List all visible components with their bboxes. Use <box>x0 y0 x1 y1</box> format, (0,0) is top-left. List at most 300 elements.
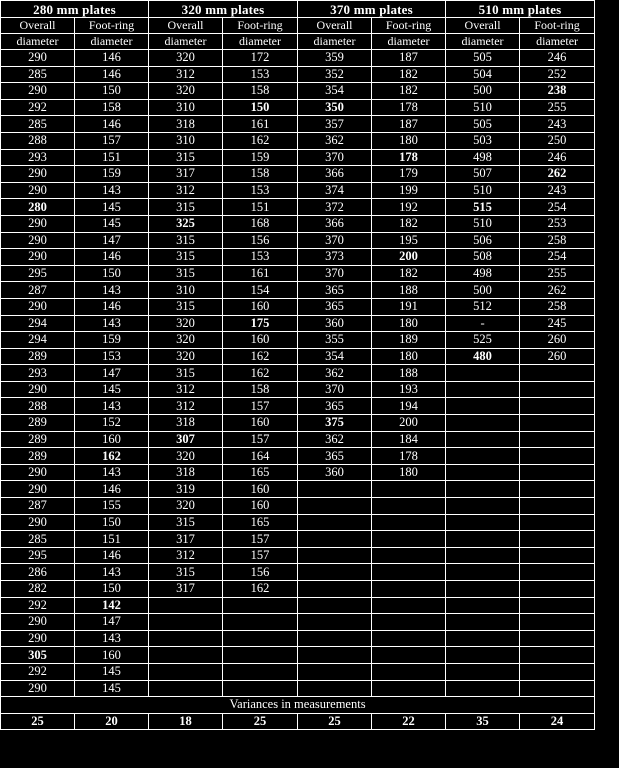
overall-diameter-cell: 280 <box>1 199 75 216</box>
foot-ring-diameter-cell <box>372 581 446 598</box>
overall-diameter-cell: 362 <box>298 431 372 448</box>
foot-ring-diameter-cell <box>520 647 595 664</box>
foot-ring-diameter-cell <box>520 680 595 697</box>
table-footer <box>1 697 595 730</box>
subheader-diameter: diameter <box>75 34 149 50</box>
foot-ring-diameter-cell: 260 <box>520 348 595 365</box>
foot-ring-diameter-cell: 160 <box>223 498 298 515</box>
overall-diameter-cell: 505 <box>446 116 520 133</box>
table-row <box>1 581 595 598</box>
foot-ring-diameter-cell: 246 <box>520 50 595 67</box>
overall-diameter-cell: 366 <box>298 166 372 183</box>
foot-ring-diameter-cell: 145 <box>75 680 149 697</box>
foot-ring-diameter-cell: 188 <box>372 365 446 382</box>
foot-ring-diameter-cell: 151 <box>75 531 149 548</box>
foot-ring-diameter-cell: 243 <box>520 116 595 133</box>
overall-diameter-cell: 354 <box>298 83 372 100</box>
foot-ring-diameter-cell: 172 <box>223 50 298 67</box>
overall-diameter-cell <box>298 481 372 498</box>
foot-ring-diameter-cell: 182 <box>372 215 446 232</box>
overall-diameter-cell: 290 <box>1 481 75 498</box>
foot-ring-diameter-cell: 262 <box>520 282 595 299</box>
overall-diameter-cell: 290 <box>1 166 75 183</box>
foot-ring-diameter-cell: 153 <box>75 348 149 365</box>
foot-ring-diameter-cell: 159 <box>75 332 149 349</box>
subheader-overall: Overall <box>446 18 520 34</box>
foot-ring-diameter-cell: 147 <box>75 614 149 631</box>
foot-ring-diameter-cell: 146 <box>75 66 149 83</box>
overall-diameter-cell: 290 <box>1 182 75 199</box>
overall-diameter-cell: 285 <box>1 66 75 83</box>
foot-ring-diameter-cell: 146 <box>75 481 149 498</box>
overall-diameter-cell: 307 <box>149 431 223 448</box>
subheader-overall: Overall <box>149 18 223 34</box>
overall-diameter-cell: 310 <box>149 132 223 149</box>
overall-diameter-cell: 290 <box>1 614 75 631</box>
foot-ring-diameter-cell: 145 <box>75 381 149 398</box>
foot-ring-diameter-cell: 156 <box>223 232 298 249</box>
overall-diameter-cell: 289 <box>1 431 75 448</box>
foot-ring-diameter-cell <box>372 680 446 697</box>
overall-diameter-cell <box>298 581 372 598</box>
table-row <box>1 265 595 282</box>
foot-ring-diameter-cell: 161 <box>223 265 298 282</box>
overall-diameter-cell <box>298 647 372 664</box>
overall-diameter-cell: 318 <box>149 415 223 432</box>
overall-diameter-cell: 325 <box>149 215 223 232</box>
foot-ring-diameter-cell: 168 <box>223 215 298 232</box>
foot-ring-diameter-cell: 160 <box>223 332 298 349</box>
variance-title-row <box>1 697 595 714</box>
table-row <box>1 50 595 67</box>
foot-ring-diameter-cell <box>372 547 446 564</box>
foot-ring-diameter-cell: 191 <box>372 298 446 315</box>
subheader-diameter: diameter <box>298 34 372 50</box>
foot-ring-diameter-cell <box>223 597 298 614</box>
overall-diameter-cell <box>446 547 520 564</box>
overall-diameter-cell: 370 <box>298 381 372 398</box>
overall-diameter-cell: 290 <box>1 464 75 481</box>
foot-ring-diameter-cell: 255 <box>520 99 595 116</box>
overall-diameter-cell: 315 <box>149 199 223 216</box>
overall-diameter-cell: 360 <box>298 315 372 332</box>
foot-ring-diameter-cell: 253 <box>520 215 595 232</box>
foot-ring-diameter-cell <box>520 381 595 398</box>
foot-ring-diameter-cell <box>520 514 595 531</box>
overall-diameter-cell: 362 <box>298 365 372 382</box>
foot-ring-diameter-cell <box>223 614 298 631</box>
overall-diameter-cell: 290 <box>1 83 75 100</box>
foot-ring-diameter-cell: 262 <box>520 166 595 183</box>
foot-ring-diameter-cell <box>223 647 298 664</box>
overall-diameter-cell: 293 <box>1 365 75 382</box>
foot-ring-diameter-cell: 254 <box>520 249 595 266</box>
overall-diameter-cell: 290 <box>1 630 75 647</box>
foot-ring-diameter-cell: 150 <box>223 99 298 116</box>
overall-diameter-cell <box>446 663 520 680</box>
overall-diameter-cell: 506 <box>446 232 520 249</box>
subheader-row-2 <box>1 34 595 50</box>
table-row <box>1 332 595 349</box>
overall-diameter-cell <box>298 498 372 515</box>
foot-ring-diameter-cell: 150 <box>75 265 149 282</box>
overall-diameter-cell <box>149 614 223 631</box>
overall-diameter-cell: 498 <box>446 265 520 282</box>
overall-diameter-cell: 370 <box>298 265 372 282</box>
foot-ring-diameter-cell: 157 <box>223 531 298 548</box>
overall-diameter-cell: 290 <box>1 50 75 67</box>
foot-ring-diameter-cell: 155 <box>75 498 149 515</box>
table-row <box>1 149 595 166</box>
overall-diameter-cell: 292 <box>1 99 75 116</box>
overall-diameter-cell <box>446 630 520 647</box>
table-row <box>1 132 595 149</box>
foot-ring-diameter-cell: 157 <box>223 431 298 448</box>
overall-diameter-cell <box>446 481 520 498</box>
overall-diameter-cell <box>446 647 520 664</box>
overall-diameter-cell <box>149 597 223 614</box>
foot-ring-diameter-cell: 143 <box>75 564 149 581</box>
overall-diameter-cell: 357 <box>298 116 372 133</box>
overall-diameter-cell: 315 <box>149 564 223 581</box>
subheader-overall: Overall <box>1 18 75 34</box>
overall-diameter-cell: 312 <box>149 66 223 83</box>
table-row <box>1 199 595 216</box>
variance-title: Variances in measurements <box>1 697 595 714</box>
subheader-diameter: diameter <box>520 34 595 50</box>
overall-diameter-cell: 295 <box>1 265 75 282</box>
overall-diameter-cell <box>149 663 223 680</box>
foot-ring-diameter-cell: 200 <box>372 249 446 266</box>
subheader-diameter: diameter <box>1 34 75 50</box>
subheader-diameter: diameter <box>446 34 520 50</box>
overall-diameter-cell: 285 <box>1 116 75 133</box>
overall-diameter-cell: 315 <box>149 298 223 315</box>
foot-ring-diameter-cell: 142 <box>75 597 149 614</box>
overall-diameter-cell: 370 <box>298 232 372 249</box>
overall-diameter-cell <box>149 630 223 647</box>
overall-diameter-cell: 318 <box>149 464 223 481</box>
foot-ring-diameter-cell: 194 <box>372 398 446 415</box>
foot-ring-diameter-cell: 162 <box>223 348 298 365</box>
foot-ring-diameter-cell: 158 <box>75 99 149 116</box>
table-header <box>1 1 595 50</box>
overall-diameter-cell: 317 <box>149 531 223 548</box>
foot-ring-diameter-cell: 150 <box>75 83 149 100</box>
foot-ring-diameter-cell <box>372 481 446 498</box>
overall-diameter-cell: 320 <box>149 498 223 515</box>
foot-ring-diameter-cell: 159 <box>223 149 298 166</box>
overall-diameter-cell: 294 <box>1 315 75 332</box>
overall-diameter-cell: 498 <box>446 149 520 166</box>
foot-ring-diameter-cell: 255 <box>520 265 595 282</box>
overall-diameter-cell <box>298 597 372 614</box>
overall-diameter-cell: 510 <box>446 99 520 116</box>
overall-diameter-cell <box>446 431 520 448</box>
foot-ring-diameter-cell: 157 <box>223 398 298 415</box>
foot-ring-diameter-cell: 182 <box>372 66 446 83</box>
overall-diameter-cell <box>298 514 372 531</box>
group-header-280: 280 mm plates <box>1 1 149 18</box>
group-header-510: 510 mm plates <box>446 1 595 18</box>
table-row <box>1 249 595 266</box>
overall-diameter-cell <box>298 663 372 680</box>
overall-diameter-cell: 289 <box>1 448 75 465</box>
overall-diameter-cell: 290 <box>1 215 75 232</box>
overall-diameter-cell: 315 <box>149 265 223 282</box>
foot-ring-diameter-cell: 157 <box>223 547 298 564</box>
variance-cell: 25 <box>298 713 372 730</box>
overall-diameter-cell: 373 <box>298 249 372 266</box>
overall-diameter-cell: 317 <box>149 581 223 598</box>
overall-diameter-cell: 317 <box>149 166 223 183</box>
foot-ring-diameter-cell: 158 <box>223 166 298 183</box>
overall-diameter-cell <box>446 415 520 432</box>
overall-diameter-cell: 515 <box>446 199 520 216</box>
foot-ring-diameter-cell: 153 <box>223 182 298 199</box>
overall-diameter-cell: 290 <box>1 232 75 249</box>
foot-ring-diameter-cell <box>372 647 446 664</box>
overall-diameter-cell <box>298 680 372 697</box>
table-row <box>1 464 595 481</box>
subheader-diameter: diameter <box>223 34 298 50</box>
foot-ring-diameter-cell: 179 <box>372 166 446 183</box>
variance-cell: 24 <box>520 713 595 730</box>
overall-diameter-cell: 480 <box>446 348 520 365</box>
foot-ring-diameter-cell: 180 <box>372 348 446 365</box>
foot-ring-diameter-cell: 182 <box>372 83 446 100</box>
overall-diameter-cell: 287 <box>1 282 75 299</box>
overall-diameter-cell: 290 <box>1 680 75 697</box>
foot-ring-diameter-cell: 158 <box>223 83 298 100</box>
subheader-row-1 <box>1 18 595 34</box>
overall-diameter-cell: 315 <box>149 249 223 266</box>
overall-diameter-cell: 365 <box>298 298 372 315</box>
overall-diameter-cell: 503 <box>446 132 520 149</box>
foot-ring-diameter-cell <box>520 415 595 432</box>
overall-diameter-cell: 312 <box>149 381 223 398</box>
table-row <box>1 663 595 680</box>
overall-diameter-cell: 315 <box>149 232 223 249</box>
overall-diameter-cell: 320 <box>149 348 223 365</box>
variance-cell: 25 <box>223 713 298 730</box>
foot-ring-diameter-cell <box>223 630 298 647</box>
overall-diameter-cell: 287 <box>1 498 75 515</box>
foot-ring-diameter-cell <box>520 398 595 415</box>
foot-ring-diameter-cell: 145 <box>75 663 149 680</box>
overall-diameter-cell: 312 <box>149 547 223 564</box>
table-row <box>1 215 595 232</box>
foot-ring-diameter-cell <box>372 630 446 647</box>
foot-ring-diameter-cell: 178 <box>372 149 446 166</box>
table-row <box>1 298 595 315</box>
table-row <box>1 415 595 432</box>
foot-ring-diameter-cell: 151 <box>223 199 298 216</box>
overall-diameter-cell <box>446 614 520 631</box>
overall-diameter-cell: 510 <box>446 182 520 199</box>
overall-diameter-cell <box>446 398 520 415</box>
subheader-overall: Overall <box>298 18 372 34</box>
foot-ring-diameter-cell: 158 <box>223 381 298 398</box>
foot-ring-diameter-cell: 188 <box>372 282 446 299</box>
overall-diameter-cell: 350 <box>298 99 372 116</box>
overall-diameter-cell <box>446 564 520 581</box>
foot-ring-diameter-cell: 160 <box>75 431 149 448</box>
foot-ring-diameter-cell: 145 <box>75 215 149 232</box>
table-row <box>1 166 595 183</box>
table-row <box>1 381 595 398</box>
foot-ring-diameter-cell: 161 <box>223 116 298 133</box>
foot-ring-diameter-cell: 160 <box>223 415 298 432</box>
table-row <box>1 680 595 697</box>
overall-diameter-cell: 286 <box>1 564 75 581</box>
table-row <box>1 398 595 415</box>
overall-diameter-cell: 305 <box>1 647 75 664</box>
foot-ring-diameter-cell: 258 <box>520 298 595 315</box>
subheader-foot-ring: Foot-ring <box>75 18 149 34</box>
table-row <box>1 564 595 581</box>
overall-diameter-cell <box>149 647 223 664</box>
table-row <box>1 99 595 116</box>
group-header-370: 370 mm plates <box>298 1 446 18</box>
foot-ring-diameter-cell <box>372 531 446 548</box>
overall-diameter-cell <box>446 531 520 548</box>
overall-diameter-cell: 370 <box>298 149 372 166</box>
foot-ring-diameter-cell: 150 <box>75 581 149 598</box>
table-row <box>1 630 595 647</box>
foot-ring-diameter-cell: 254 <box>520 199 595 216</box>
overall-diameter-cell <box>298 630 372 647</box>
foot-ring-diameter-cell: 187 <box>372 116 446 133</box>
table-row <box>1 498 595 515</box>
overall-diameter-cell: 354 <box>298 348 372 365</box>
foot-ring-diameter-cell: 146 <box>75 547 149 564</box>
table-row <box>1 647 595 664</box>
foot-ring-diameter-cell <box>520 597 595 614</box>
overall-diameter-cell: 365 <box>298 448 372 465</box>
table-row <box>1 531 595 548</box>
overall-diameter-cell: 282 <box>1 581 75 598</box>
foot-ring-diameter-cell: 156 <box>223 564 298 581</box>
foot-ring-diameter-cell: 165 <box>223 464 298 481</box>
overall-diameter-cell <box>446 365 520 382</box>
foot-ring-diameter-cell: 160 <box>223 481 298 498</box>
foot-ring-diameter-cell: 184 <box>372 431 446 448</box>
overall-diameter-cell: 366 <box>298 215 372 232</box>
overall-diameter-cell: 365 <box>298 398 372 415</box>
table-row <box>1 182 595 199</box>
foot-ring-diameter-cell <box>520 498 595 515</box>
foot-ring-diameter-cell: 260 <box>520 332 595 349</box>
foot-ring-diameter-cell <box>520 581 595 598</box>
group-header-320: 320 mm plates <box>149 1 298 18</box>
foot-ring-diameter-cell: 146 <box>75 298 149 315</box>
table-row <box>1 282 595 299</box>
overall-diameter-cell: 319 <box>149 481 223 498</box>
overall-diameter-cell: 352 <box>298 66 372 83</box>
overall-diameter-cell: 295 <box>1 547 75 564</box>
overall-diameter-cell: 315 <box>149 365 223 382</box>
overall-diameter-cell: 365 <box>298 282 372 299</box>
overall-diameter-cell: 355 <box>298 332 372 349</box>
overall-diameter-cell <box>446 498 520 515</box>
foot-ring-diameter-cell: 151 <box>75 149 149 166</box>
foot-ring-diameter-cell: 165 <box>223 514 298 531</box>
overall-diameter-cell: 359 <box>298 50 372 67</box>
foot-ring-diameter-cell <box>372 514 446 531</box>
foot-ring-diameter-cell: 157 <box>75 132 149 149</box>
table-row <box>1 481 595 498</box>
overall-diameter-cell: 294 <box>1 332 75 349</box>
overall-diameter-cell: 318 <box>149 116 223 133</box>
foot-ring-diameter-cell: 143 <box>75 398 149 415</box>
overall-diameter-cell: 320 <box>149 315 223 332</box>
overall-diameter-cell: 310 <box>149 99 223 116</box>
table-row <box>1 547 595 564</box>
foot-ring-diameter-cell: 143 <box>75 182 149 199</box>
variance-cell: 22 <box>372 713 446 730</box>
table-row <box>1 597 595 614</box>
overall-diameter-cell <box>298 614 372 631</box>
foot-ring-diameter-cell: 178 <box>372 99 446 116</box>
overall-diameter-cell: 289 <box>1 348 75 365</box>
foot-ring-diameter-cell <box>372 663 446 680</box>
overall-diameter-cell <box>446 680 520 697</box>
table-row <box>1 83 595 100</box>
foot-ring-diameter-cell: 238 <box>520 83 595 100</box>
subheader-foot-ring: Foot-ring <box>223 18 298 34</box>
foot-ring-diameter-cell: 245 <box>520 315 595 332</box>
foot-ring-diameter-cell: 162 <box>223 132 298 149</box>
overall-diameter-cell: 500 <box>446 282 520 299</box>
foot-ring-diameter-cell: 145 <box>75 199 149 216</box>
overall-diameter-cell <box>149 680 223 697</box>
overall-diameter-cell: 505 <box>446 50 520 67</box>
overall-diameter-cell: 375 <box>298 415 372 432</box>
subheader-diameter: diameter <box>372 34 446 50</box>
overall-diameter-cell <box>298 564 372 581</box>
foot-ring-diameter-cell: 199 <box>372 182 446 199</box>
foot-ring-diameter-cell <box>520 431 595 448</box>
variance-cell: 35 <box>446 713 520 730</box>
overall-diameter-cell <box>298 531 372 548</box>
subheader-foot-ring: Foot-ring <box>520 18 595 34</box>
foot-ring-diameter-cell <box>520 464 595 481</box>
table-row <box>1 365 595 382</box>
overall-diameter-cell <box>446 448 520 465</box>
table-row <box>1 116 595 133</box>
foot-ring-diameter-cell: 243 <box>520 182 595 199</box>
table-row <box>1 315 595 332</box>
overall-diameter-cell: 504 <box>446 66 520 83</box>
table-row <box>1 66 595 83</box>
variance-values-row <box>1 713 595 730</box>
foot-ring-diameter-cell: 153 <box>223 249 298 266</box>
overall-diameter-cell: 288 <box>1 398 75 415</box>
foot-ring-diameter-cell: 147 <box>75 232 149 249</box>
subheader-diameter: diameter <box>149 34 223 50</box>
overall-diameter-cell <box>298 547 372 564</box>
overall-diameter-cell: 320 <box>149 332 223 349</box>
foot-ring-diameter-cell: 164 <box>223 448 298 465</box>
overall-diameter-cell: 525 <box>446 332 520 349</box>
foot-ring-diameter-cell: 195 <box>372 232 446 249</box>
foot-ring-diameter-cell: 150 <box>75 514 149 531</box>
overall-diameter-cell: 288 <box>1 132 75 149</box>
foot-ring-diameter-cell: 180 <box>372 315 446 332</box>
foot-ring-diameter-cell <box>520 663 595 680</box>
foot-ring-diameter-cell: 193 <box>372 381 446 398</box>
